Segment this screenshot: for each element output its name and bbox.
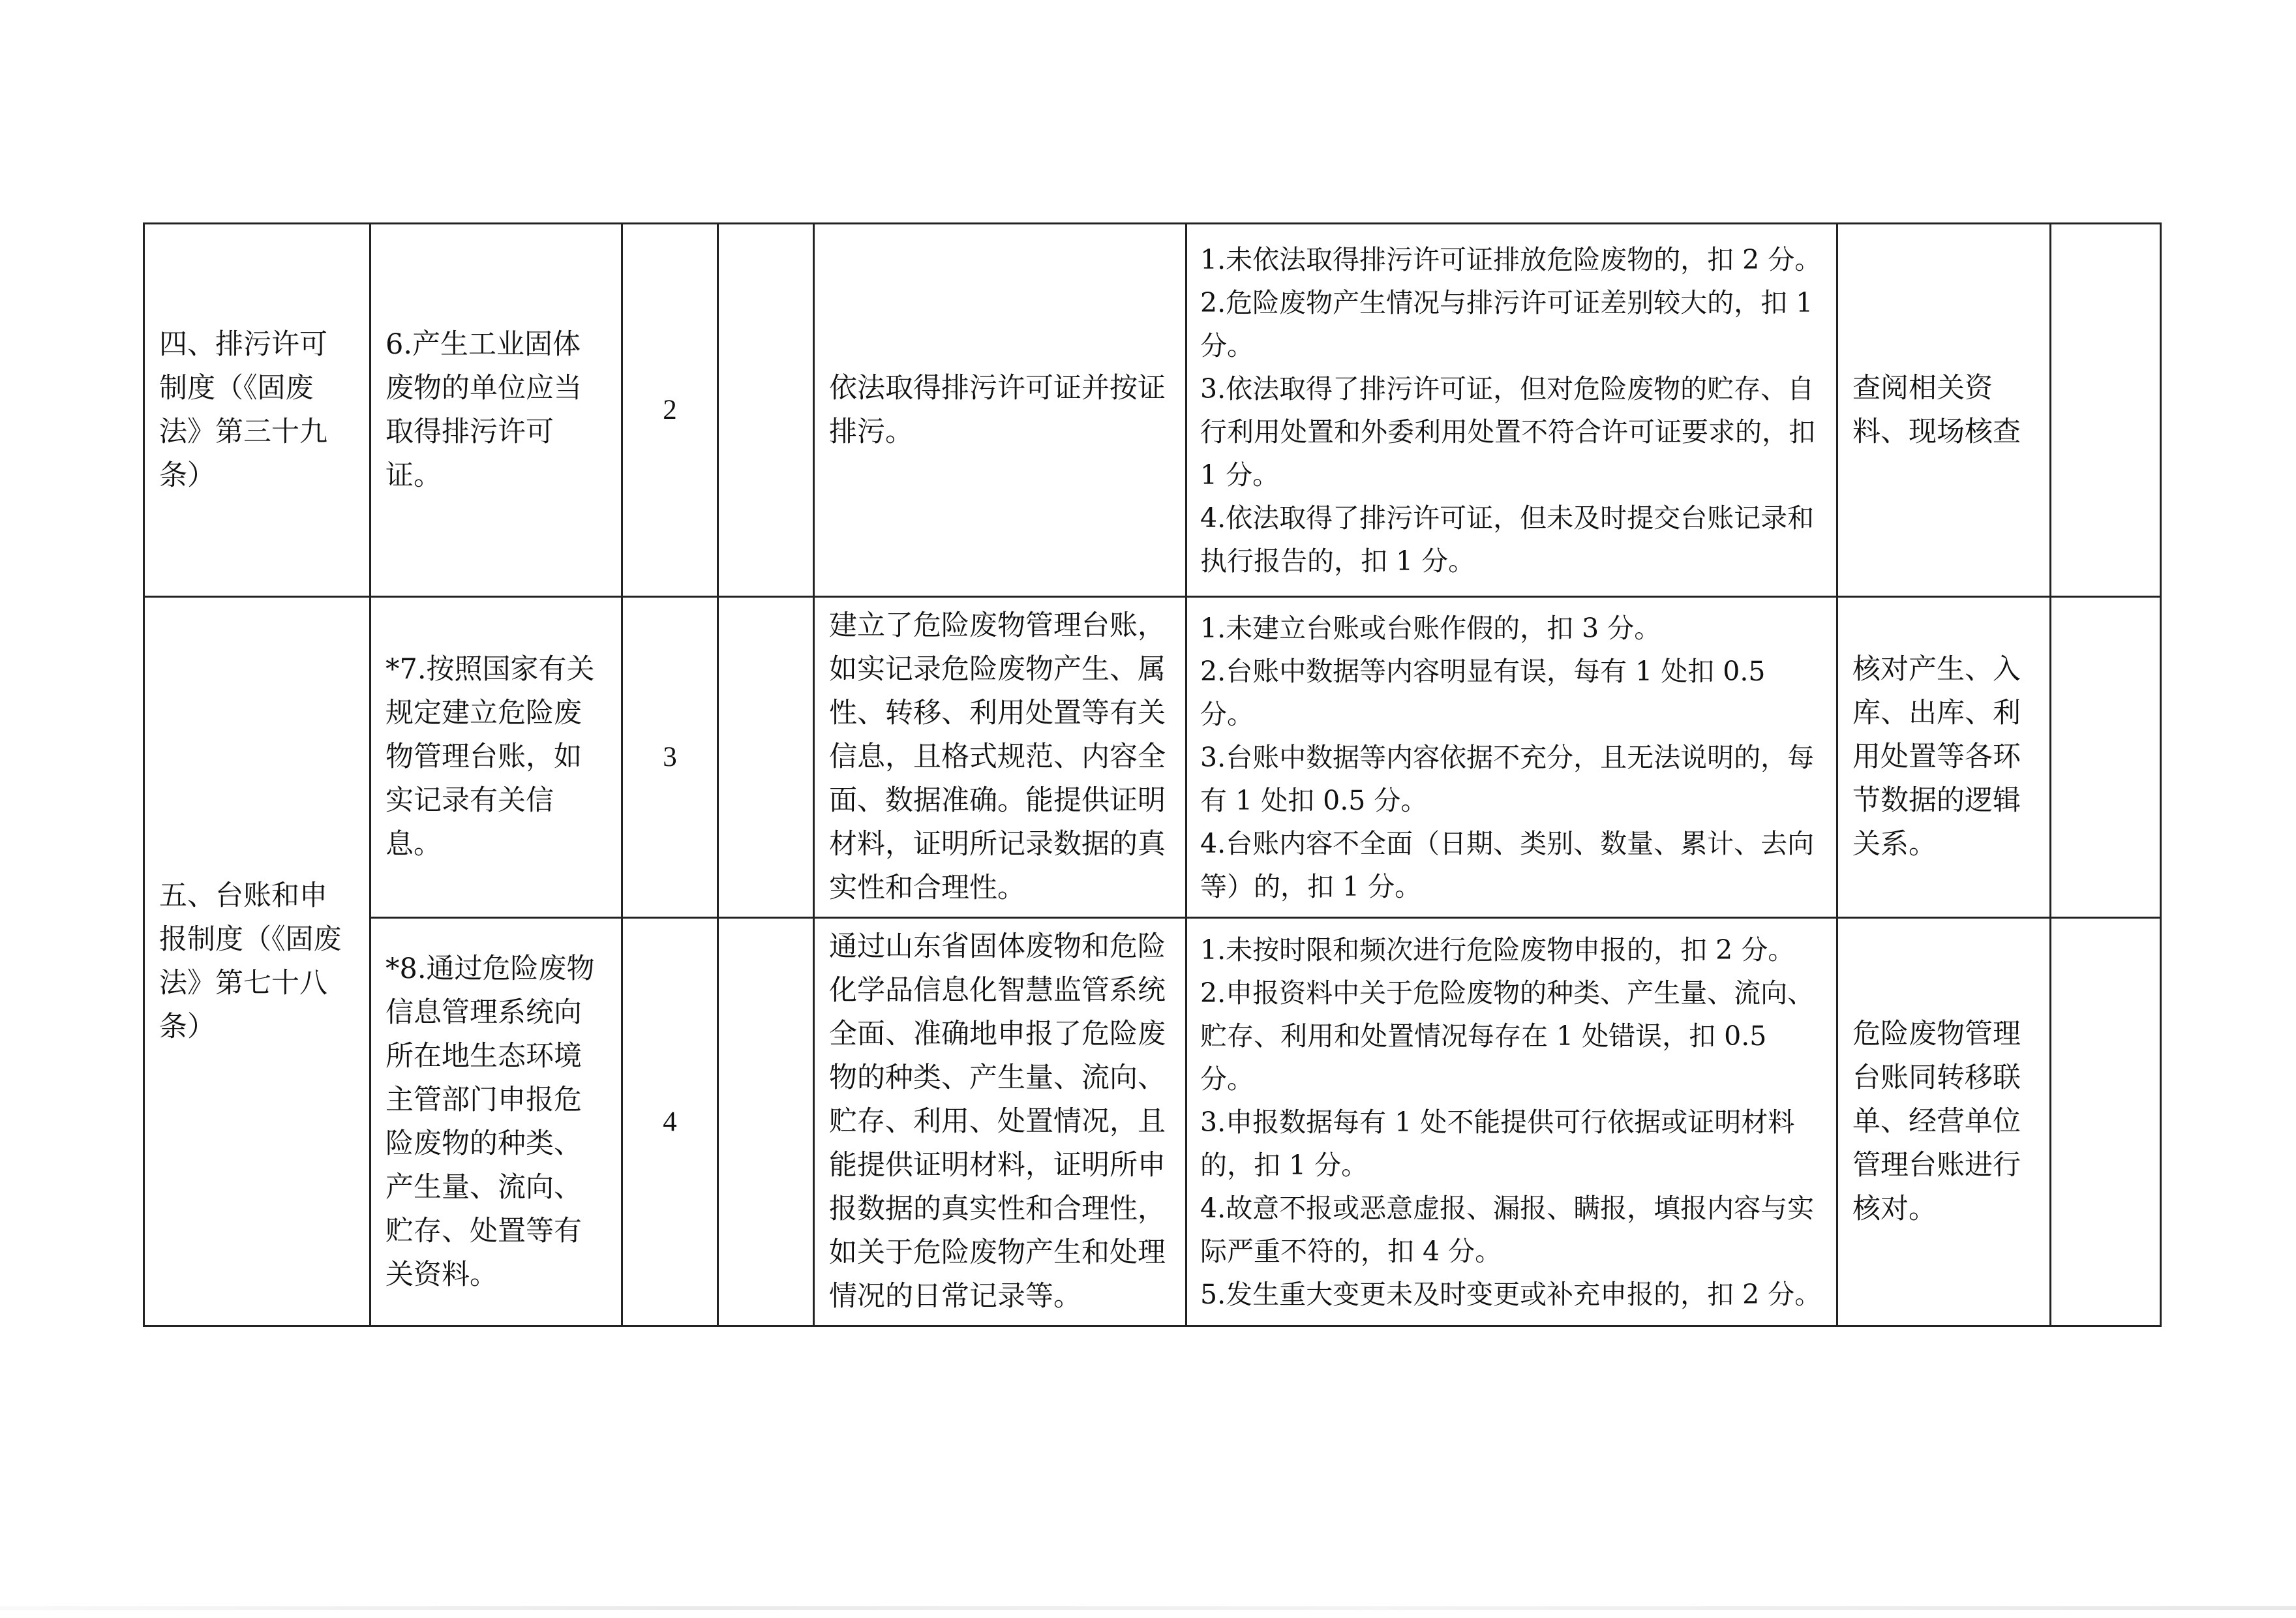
criteria-item: 1.未按时限和频次进行危险废物申报的，扣 2 分。 bbox=[1200, 934, 1795, 966]
table-row bbox=[144, 918, 2161, 1326]
scan-edge bbox=[0, 1606, 2296, 1610]
standard-cell: 通过山东省固体废物和危险化学品信息化智慧监管系统全面、准确地申报了危险废物的种类、产生量、流向、贮存、利用、处置情况，且能提供证明材料，证明所申报数据的真实性和合理性，如关于危险废物产生和处理情况的日常记录等。 bbox=[814, 918, 1186, 1326]
score-cell: 3 bbox=[622, 597, 718, 918]
blank-cell bbox=[718, 918, 814, 1326]
criteria-item: 2.危险废物产生情况与排污许可证差别较大的，扣 1 分。 bbox=[1200, 286, 1813, 361]
criteria-item: 1.未建立台账或台账作假的，扣 3 分。 bbox=[1200, 612, 1661, 644]
table-row bbox=[144, 597, 2161, 918]
criteria-item: 4.台账内容不全面（日期、类别、数量、累计、去向等）的，扣 1 分。 bbox=[1200, 827, 1815, 902]
note-cell bbox=[2051, 224, 2161, 597]
score-cell: 2 bbox=[622, 224, 718, 597]
criteria-item: 2.台账中数据等内容明显有误，每有 1 处扣 0.5 分。 bbox=[1200, 655, 1766, 730]
blank-cell bbox=[718, 224, 814, 597]
requirement-cell: *8.通过危险废物信息管理系统向所在地生态环境主管部门申报危险废物的种类、产生量、流向、贮存、处置等有关资料。 bbox=[370, 918, 622, 1326]
assessment-table bbox=[143, 222, 2162, 1327]
criteria-item: 3.依法取得了排污许可证，但对危险废物的贮存、自行利用处置和外委利用处置不符合许可证要求的，扣 1 分。 bbox=[1200, 373, 1815, 491]
criteria-cell bbox=[1186, 918, 1837, 1326]
note-cell bbox=[2051, 918, 2161, 1326]
score-cell: 4 bbox=[622, 918, 718, 1326]
criteria-item: 3.申报数据每有 1 处不能提供可行依据或证明材料的，扣 1 分。 bbox=[1200, 1106, 1795, 1181]
requirement-cell: 6.产生工业固体废物的单位应当取得排污许可证。 bbox=[370, 224, 622, 597]
criteria-item: 1.未依法取得排污许可证排放危险废物的，扣 2 分。 bbox=[1200, 243, 1822, 275]
standard-cell: 依法取得排污许可证并按证排污。 bbox=[814, 224, 1186, 597]
criteria-item: 3.台账中数据等内容依据不充分，且无法说明的，每有 1 处扣 0.5 分。 bbox=[1200, 741, 1815, 816]
category-cell: 四、排污许可制度（《固废法》第三十九条） bbox=[144, 224, 370, 597]
criteria-item: 4.故意不报或恶意虚报、漏报、瞒报，填报内容与实际严重不符的，扣 4 分。 bbox=[1200, 1192, 1815, 1267]
criteria-item: 5.发生重大变更未及时变更或补充申报的，扣 2 分。 bbox=[1200, 1278, 1822, 1310]
criteria-item: 2.申报资料中关于危险废物的种类、产生量、流向、贮存、利用和处置情况每存在 1 处错误，扣 0.5 分。 bbox=[1200, 977, 1815, 1095]
standard-cell: 建立了危险废物管理台账，如实记录危险废物产生、属性、转移、利用处置等有关信息，且格式规范、内容全面、数据准确。能提供证明材料，证明所记录数据的真实性和合理性。 bbox=[814, 597, 1186, 918]
requirement-cell: *7.按照国家有关规定建立危险废物管理台账，如实记录有关信息。 bbox=[370, 597, 622, 918]
criteria-cell bbox=[1186, 224, 1837, 597]
criteria-cell bbox=[1186, 597, 1837, 918]
method-cell: 查阅相关资料、现场核查 bbox=[1837, 224, 2051, 597]
category-cell: 五、台账和申报制度（《固废法》第七十八条） bbox=[144, 597, 370, 1326]
criteria-item: 4.依法取得了排污许可证，但未及时提交台账记录和执行报告的，扣 1 分。 bbox=[1200, 502, 1815, 577]
blank-cell bbox=[718, 597, 814, 918]
table-row bbox=[144, 224, 2161, 597]
method-cell: 危险废物管理台账同转移联单、经营单位管理台账进行核对。 bbox=[1837, 918, 2051, 1326]
note-cell bbox=[2051, 597, 2161, 918]
method-cell: 核对产生、入库、出库、利用处置等各环节数据的逻辑关系。 bbox=[1837, 597, 2051, 918]
